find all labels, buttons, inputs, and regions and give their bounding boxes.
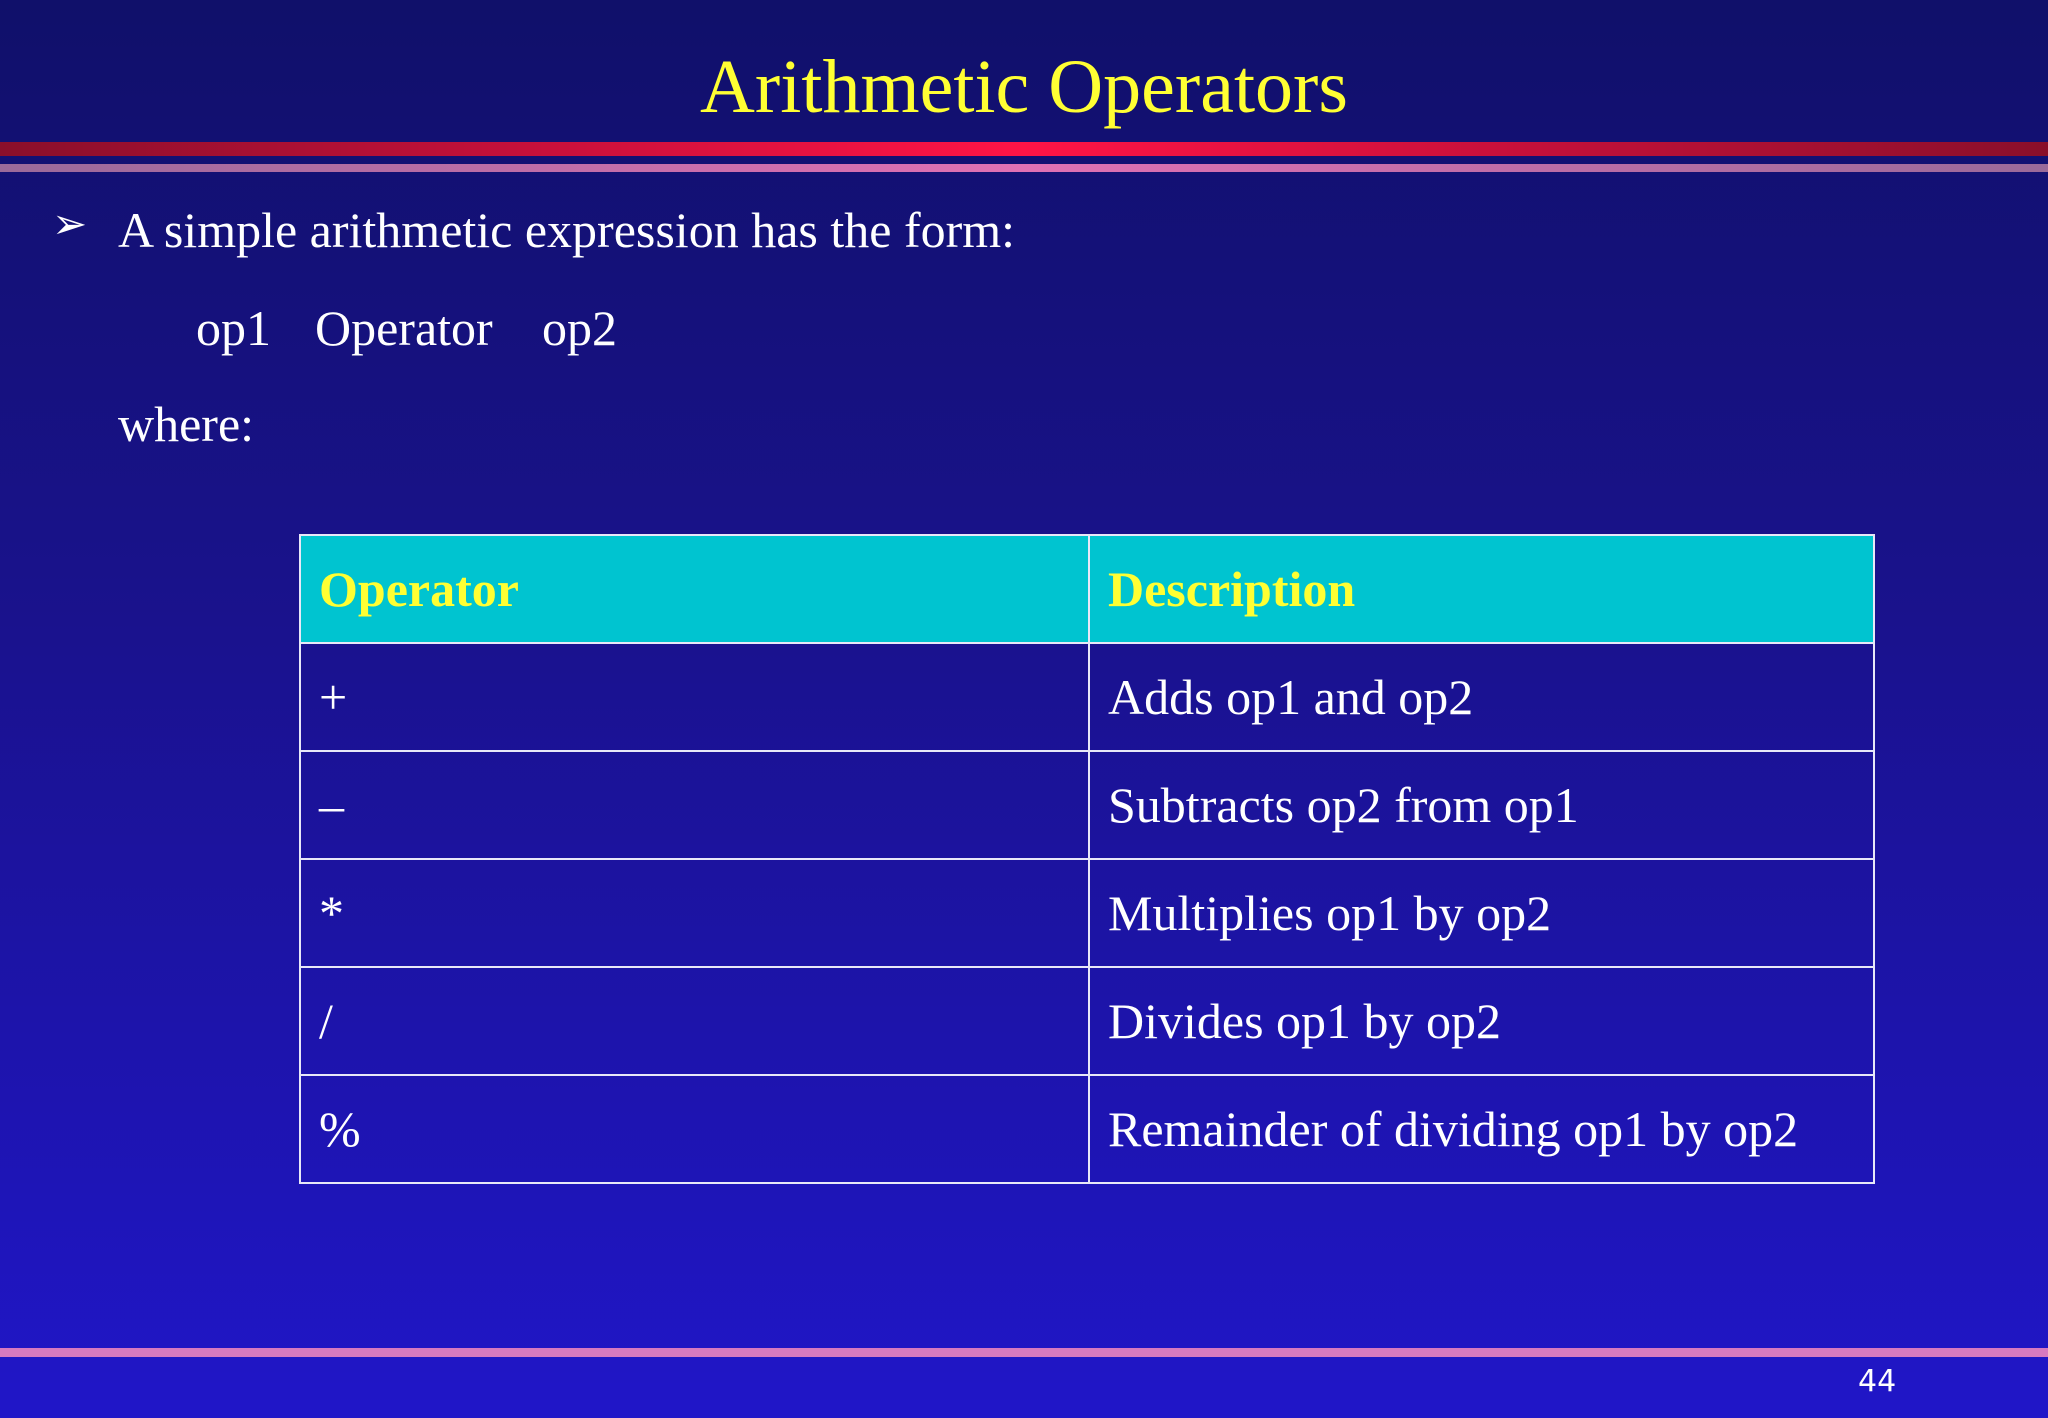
- title-divider-pink: [0, 164, 2048, 172]
- table-row: [300, 859, 1874, 967]
- where-label: where:: [118, 396, 255, 452]
- description-cell: Subtracts op2 from op1: [1089, 751, 1874, 859]
- operator-cell: /: [300, 967, 1089, 1075]
- description-cell: Divides op1 by op2: [1089, 967, 1874, 1075]
- operator-cell: –: [300, 751, 1089, 859]
- operators-table: [299, 534, 1875, 1184]
- description-cell: Multiplies op1 by op2: [1089, 859, 1874, 967]
- expression-operator: Operator: [315, 300, 493, 356]
- expression-operand2: op2: [542, 300, 617, 356]
- table-header-row: [300, 535, 1874, 643]
- header-description: Description: [1089, 535, 1874, 643]
- table-row: [300, 1075, 1874, 1183]
- footer-divider: [0, 1348, 2048, 1357]
- table-row: [300, 643, 1874, 751]
- operator-cell: %: [300, 1075, 1089, 1183]
- description-cell: Remainder of dividing op1 by op2: [1089, 1075, 1874, 1183]
- table-row: [300, 967, 1874, 1075]
- bullet-text: A simple arithmetic expression has the form:: [118, 202, 1016, 258]
- operator-cell: *: [300, 859, 1089, 967]
- expression-operand1: op1: [196, 300, 271, 356]
- bullet-item: [52, 200, 1015, 260]
- operator-cell: +: [300, 643, 1089, 751]
- page-number: 44: [1858, 1364, 1897, 1399]
- header-operator: Operator: [300, 535, 1089, 643]
- description-cell: Adds op1 and op2: [1089, 643, 1874, 751]
- table-row: [300, 751, 1874, 859]
- slide-title: Arithmetic Operators: [700, 45, 1348, 129]
- arrow-bullet-icon: ➢: [52, 198, 88, 248]
- title-divider-red: [0, 142, 2048, 156]
